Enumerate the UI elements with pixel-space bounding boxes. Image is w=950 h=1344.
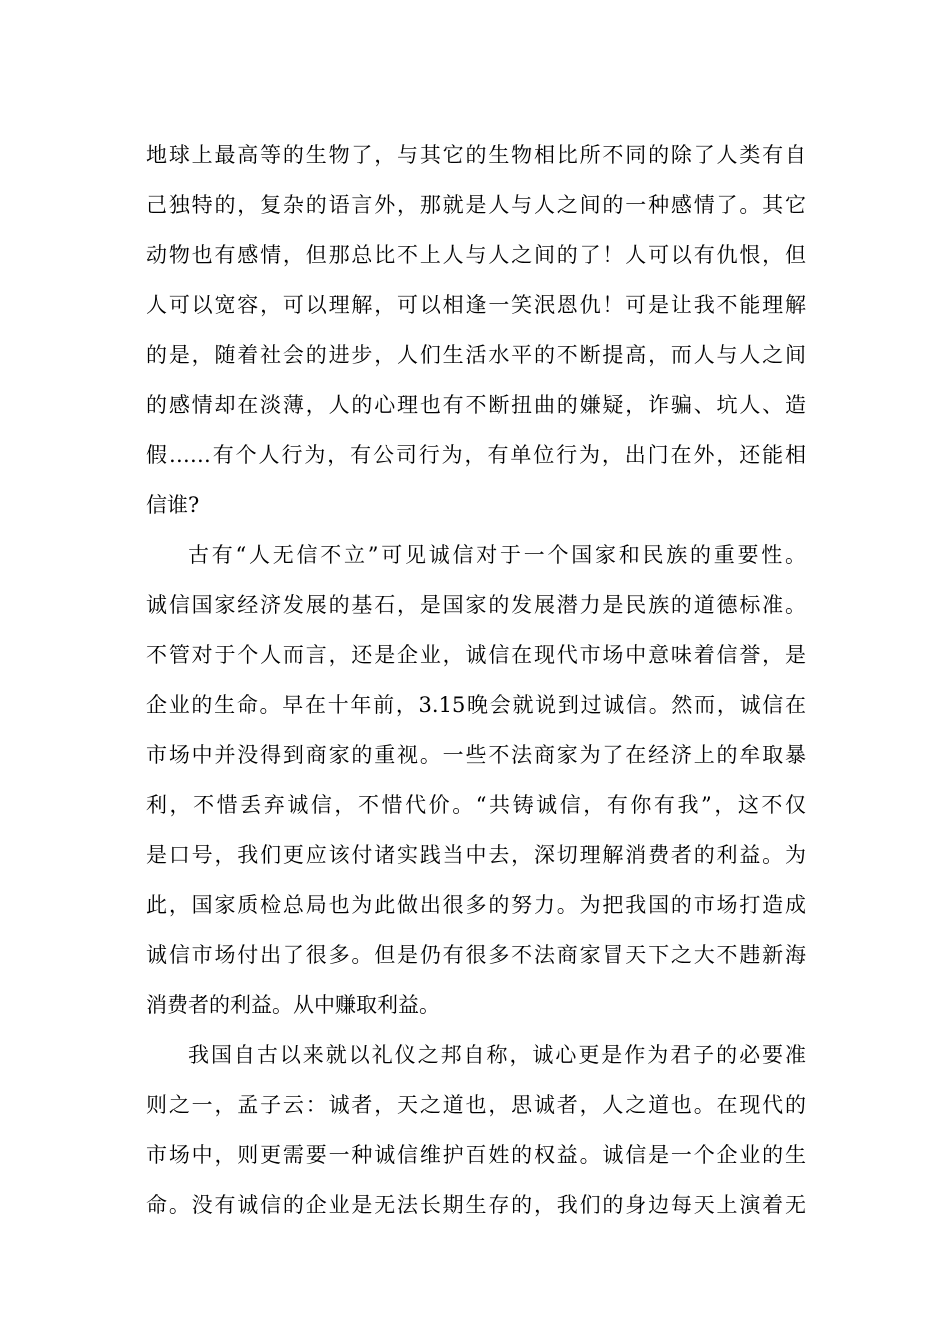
text-line: 诚信国家经济发展的基石，是国家的发展潜力是民族的道德标准。 [146,593,806,617]
text-line: 是口号，我们更应该付诸实践当中去，深切理解消费者的利益。为 [146,843,806,867]
text-line: 地球上最高等的生物了，与其它的生物相比所不同的除了人类有自 [146,143,806,167]
text-line: 人可以宽容，可以理解，可以相逢一笑泯恩仇！可是让我不能理解 [146,293,806,317]
paragraph-3 [146,1030,806,1230]
text-line: 假……有个人行为，有公司行为，有单位行为，出门在外，还能相 [146,443,806,467]
text-line: 的是，随着社会的进步，人们生活水平的不断提高，而人与人之间 [146,343,806,367]
text-line: 动物也有感情，但那总比不上人与人之间的了！人可以有仇恨，但 [146,243,806,267]
text-line: 企业的生命。早在十年前，3.15晚会就说到过诚信。然而，诚信在 [146,693,806,717]
text-line: 市场中，则更需要一种诚信维护百姓的权益。诚信是一个企业的生 [146,1143,806,1167]
text-line: 信谁? [146,493,200,517]
text-line: 古有“人无信不立”可见诚信对于一个国家和民族的重要性。 [188,543,806,567]
text-line: 利，不惜丢弃诚信，不惜代价。“共铸诚信，有你有我”，这不仅 [146,793,806,817]
text-line: 诚信市场付出了很多。但是仍有很多不法商家冒天下之大不韪新海 [146,943,806,967]
paragraph-2 [146,530,806,1030]
text-line: 此，国家质检总局也为此做出很多的努力。为把我国的市场打造成 [146,893,806,917]
text-line: 不管对于个人而言，还是企业，诚信在现代市场中意味着信誉，是 [146,643,806,667]
text-line: 我国自古以来就以礼仪之邦自称，诚心更是作为君子的必要准 [188,1043,806,1067]
body-text [146,130,806,1230]
text-line: 消费者的利益。从中赚取利益。 [146,993,440,1017]
text-line: 己独特的，复杂的语言外，那就是人与人之间的一种感情了。其它 [146,193,806,217]
paragraph-1 [146,130,806,530]
text-line: 则之一，孟子云：诚者，天之道也，思诚者，人之道也。在现代的 [146,1093,806,1117]
text-line: 的感情却在淡薄，人的心理也有不断扭曲的嫌疑，诈骗、坑人、造 [146,393,806,417]
text-line: 市场中并没得到商家的重视。一些不法商家为了在经济上的牟取暴 [146,743,806,767]
text-line: 命。没有诚信的企业是无法长期生存的，我们的身边每天上演着无 [146,1193,806,1217]
